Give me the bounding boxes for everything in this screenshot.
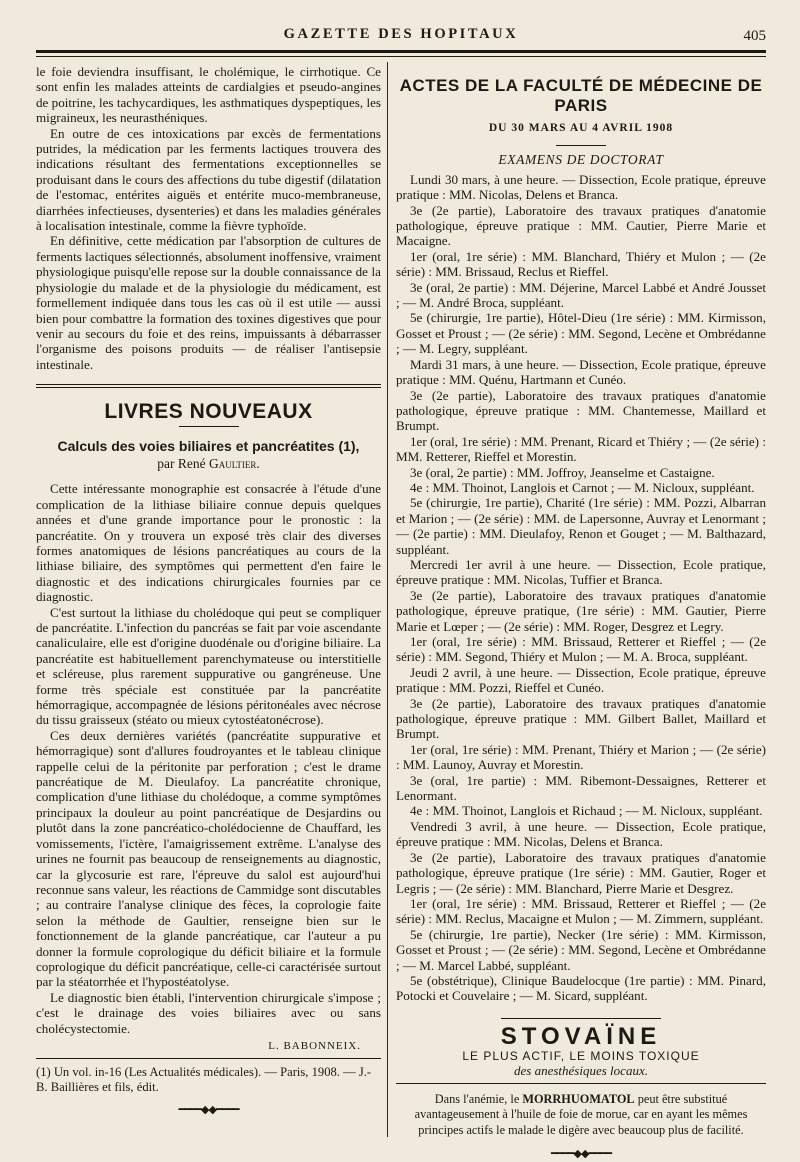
intro-paragraph: le foie deviendra insuffisant, le cholémique, le cirrhotique. Ce sont enfin les malades atteints de cardialgies et pseudo-angines de poitrine, les tachycardiques, les asthmatiques dyspeptiques, les migraineux, les neurasthéniques. — [36, 64, 381, 126]
dates-line: DU 30 MARS AU 4 AVRIL 1908 — [488, 122, 674, 134]
exam-entry: 5e (chirurgie, 1re partie), Charité (1re série) : MM. Pozzi, Albarran et Marion ; — (2e série) : MM. de Lapersonne, Auvray et Lenormant ; — (2e partie) : MM. Dieulafoy, Renon et Gouget ; — M. Balthazard, suppléant. — [396, 495, 766, 557]
ad-brand-morrhuomatol: MORRHUOMATOL — [522, 1091, 635, 1106]
exam-entry: 3e (2e partie), Laboratoire des travaux pratiques d'anatomie pathologique, épreuve pratique, (1re série) : MM. Gautier, Pierre Marie et Lœper ; — (2e série) : MM. Roger, Desgrez et Legry. — [396, 587, 766, 634]
header-rule-thick — [36, 50, 766, 53]
review-paragraph: C'est surtout la lithiase du cholédoque qui peut se compliquer de pancréatite. L'infection du pancréas se fait par voie ascendante canaliculaire, elle est d'origine duodénale ou d'origine biliaire. La pancréatite est habituellement parenchymateuse ou interstitielle et scléreuse, plus rarement suppurative ou gangréneuse. Une forme très spéciale est constituée par la pancréatite hémorragique, accompagnée de lésions péritonéales avec nécrose du tissu graisseux (stéato ou mieux cytostéatonécrose). — [36, 604, 381, 728]
exam-entry: 3e (oral, 2e partie) : MM. Déjerine, Marcel Labbé et André Jousset ; — M. André Broca, suppléant. — [396, 279, 766, 311]
exam-entry: Jeudi 2 avril, à une heure. — Dissection, Ecole pratique, épreuve pratique : MM. Pozzi, Rieffel et Cunéo. — [396, 664, 766, 696]
exam-entry: 5e (chirurgie, 1re partie), Hôtel-Dieu (1re série) : MM. Kirmisson, Gosset et Proust ; — (2e série) : MM. Segond, Lecène et Ombrédanne ; — M. Legry, suppléant. — [396, 310, 766, 357]
ornament-divider: ━━━━◆◆━━━━ — [551, 1147, 611, 1160]
exam-entry: 5e (chirurgie, 1re partie), Necker (1re série) : MM. Kirmisson, Gosset et Proust ; — (2e série) : MM. Segond, Lecène et Ombrédanne ; — M. Marcel Labbé, suppléant. — [396, 926, 766, 973]
ad-tagline: LE PLUS ACTIF, LE MOINS TOXIQUE — [462, 1048, 700, 1063]
exam-entry: 1er (oral, 1re série) : MM. Blanchard, Thiéry et Mulon ; — (2e série) : MM. Brissaud, Reclus et Rieffel. — [396, 248, 766, 280]
intro-paragraph: En outre de ces intoxications par excès de fermentations putrides, la médication par les ferments lactiques trouvera des indications résultant des fermentations exceptionnelles se produisant dans le cours des affections du tube digestif (dilatation de l'estomac, entérites aiguës et entérite muco-membraneuse, diarrhées infectieuses, dysenteries) et dans les maladies générales à localisation intestinale, comme la fièvre typhoïde. — [36, 125, 381, 234]
header-rule-thin — [36, 56, 766, 57]
journal-title: GAZETTE DES HOPITAUX — [283, 26, 519, 42]
page-number: 405 — [743, 28, 766, 44]
section-title-actes: ACTES DE LA FACULTÉ DE MÉDECINE DE PARIS — [399, 76, 763, 115]
ad-morrhuomatol — [396, 1092, 766, 1139]
exam-entry: Mardi 31 mars, à une heure. — Dissection, Ecole pratique, épreuve pratique : MM. Quénu, Hartmann et Cunéo. — [396, 356, 766, 388]
right-column — [396, 64, 766, 1162]
exam-entry: 3e (oral, 2e partie) : MM. Joffroy, Jeanselme et Castaigne. — [410, 464, 715, 480]
ad-text-part-2: peut être substitué avantageusement à l'huile de foie de morue, car en ayant les mêmes principes actifs le malade le digère avec beaucoup plus de facilité. — [414, 1091, 748, 1137]
ad-brand-name: STOVAÏNE — [500, 1022, 662, 1050]
author-prefix: par René — [157, 455, 206, 471]
review-paragraph: Le diagnostic bien établi, l'intervention chirurgicale s'impose ; c'est le drainage des voies biliaires avec ou sans cholécystectomie. — [36, 989, 381, 1036]
advertisement — [396, 1018, 766, 1162]
exam-entry: 3e (2e partie), Laboratoire des travaux pratiques d'anatomie pathologique, épreuve pratique : MM. Gilbert Ballet, Maillard et Brumpt. — [396, 695, 766, 742]
ad-text-part-1: Dans l'anémie, le — [434, 1091, 520, 1106]
column-divider — [387, 62, 388, 1137]
exam-entry: 1er (oral, 1re série) : MM. Brissaud, Retterer et Rieffel ; — (2e série) : MM. Segond, Thiéry et Mulon ; — M. A. Broca, suppléant. — [396, 634, 766, 665]
left-column — [36, 64, 381, 1119]
ornament-divider: ━━━━◆◆━━━━ — [178, 1104, 239, 1117]
exam-heading: EXAMENS DE DOCTORAT — [498, 152, 664, 168]
author-name: Gaultier. — [208, 455, 260, 471]
footnote: (1) Un vol. in-16 (Les Actualités médicales). — Paris, 1908. — J.-B. Baillières et fils, édit. — [36, 1065, 372, 1095]
exam-entry: 3e (2e partie), Laboratoire des travaux pratiques d'anatomie pathologique, épreuve pratique : MM. Cautier, Pierre Marie et Macaigne. — [396, 202, 766, 249]
ad-top-rule — [501, 1018, 661, 1019]
section-double-rule — [36, 384, 381, 388]
exam-entry: 1er (oral, 1re série) : MM. Prenant, Ricard et Thiéry ; — (2e série) : MM. Retterer, Rieffel et Morestin. — [396, 433, 766, 465]
exam-entry: Mercredi 1er avril à une heure. — Dissection, Ecole pratique, épreuve pratique : MM. Nicolas, Tuffier et Branca. — [396, 556, 766, 588]
ad-tagline-2: des anesthésiques locaux. — [514, 1062, 648, 1078]
ad-divider — [396, 1083, 766, 1084]
title-underline — [556, 145, 606, 146]
review-paragraph: Ces deux dernières variétés (pancréatite suppurative et hémorragique) sont d'allures foudroyantes et le tableau clinique rappelle celui de la péritonite par perforation ; c'est le drame pancréatique de M. Dieulafoy. La pancréatite chronique, complication d'une lithiase du cholédoque, a comme symptômes principaux la douleur au point pancréatique de Desjardins ou plutôt dans la zone pancréatico-cholédocienne de Chauffard, les vomissements, l'ictère, l'amaigrissement extrême. L'analyse des urines ne fournit pas beaucoup de renseignements au diagnostic, car la glycosurie est rare, l'épreuve du salol est aujourd'hui reconnue sans valeur, les réactions de Cammidge sont discutables ; au contraire l'analyse clinique des fèces, la coprologie faite selon la méthode de Gaultier, renseigne bien sur le fonctionnement de la glande pancréatique, car l'auteur a pu donner la formule coprologique du déficit biliaire et la formule coprologique du déficit pancréatique, celle-ci caractérisée surtout par la stéatorrhée et l'hypostéatolyse. — [36, 727, 381, 990]
exam-entry: 3e (2e partie), Laboratoire des travaux pratiques d'anatomie pathologique, épreuve pratique : MM. Chantemesse, Maillard et Brumpt. — [396, 387, 766, 434]
book-author — [36, 456, 381, 471]
exam-entry: 3e (2e partie), Laboratoire des travaux pratiques d'anatomie pathologique, épreuve pratique (1re série) : MM. Gautier, Roger et Legris ; — (2e série) : MM. Blanchard, Pierre Marie et Desgrez. — [396, 849, 766, 896]
exam-entry: Vendredi 3 avril, à une heure. — Dissection, Ecole pratique, épreuve pratique : MM. Nicolas, Delens et Branca. — [396, 818, 766, 850]
footnote-rule — [36, 1058, 381, 1059]
section-title-livres: LIVRES NOUVEAUX — [104, 400, 313, 424]
exam-entry: 1er (oral, 1re série) : MM. Prenant, Thiéry et Marion ; — (2e série) : MM. Launoy, Auvray et Morestin. — [396, 741, 766, 773]
review-signature: L. BABONNEIX. — [268, 1039, 361, 1052]
book-title: Calculs des voies biliaires et pancréatites (1), — [57, 437, 360, 454]
exam-entry: 4e : MM. Thoinot, Langlois et Richaud ; — M. Nicloux, suppléant. — [410, 803, 763, 819]
exam-entry: 4e : MM. Thoinot, Langlois et Carnot ; — M. Nicloux, suppléant. — [410, 479, 755, 495]
review-paragraph: Cette intéressante monographie est consacrée à l'étude d'une complication de la lithiase biliaire connue depuis quelques années et d'une grande importance pour le pronostic : la pancréatite. On y trouvera un exposé très clair des diverses formes anatomiques de lésions pancréatiques au cours de la lithiase biliaire, des symptômes qui permettent d'en faire le diagnostic et des indications chirurgicales fournies par ce diagnostic. — [36, 481, 381, 605]
exam-entry: 3e (oral, 1re partie) : MM. Ribemont-Dessaignes, Retterer et Lenormant. — [396, 772, 766, 804]
title-underline — [179, 426, 239, 427]
exam-entry: Lundi 30 mars, à une heure. — Dissection, Ecole pratique, épreuve pratique : MM. Nicolas, Delens et Branca. — [396, 171, 766, 203]
exam-entry: 5e (obstétrique), Clinique Baudelocque (1re partie) : MM. Pinard, Potocki et Couvelaire ; — M. Sicard, suppléant. — [396, 972, 766, 1004]
exam-entry: 1er (oral, 1re série) : MM. Brissaud, Retterer et Rieffel ; — (2e série) : MM. Reclus, Macaigne et Mulon ; — M. Zimmern, suppléant. — [396, 895, 766, 927]
intro-paragraph: En définitive, cette médication par l'absorption de cultures de ferments lactiques sélectionnés, absolument inoffensive, vraiment physiologique puisqu'elle repose sur la double connaissance de la physiologie du malade et de la physiologie du médicament, est formellement indiquée dans tous les cas où il est utile — aussi bien pour combattre la formation des toxines digestives que pour venir au secours du foie et des reins, impuissants à débarrasser l'organisme des poisons produits — de réaliser l'antisepsie intestinale. — [36, 233, 381, 372]
